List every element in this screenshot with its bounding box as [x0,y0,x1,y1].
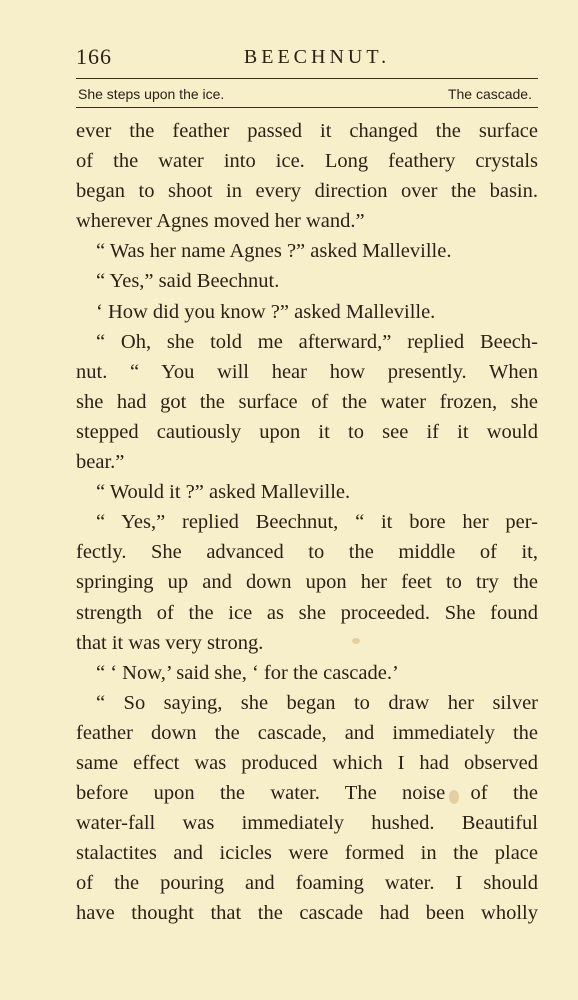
text-line: “ So saying, she began to draw her silver [96,691,538,714]
foxing-spot [449,790,459,804]
text-line: stalactites and icicles were formed in the place [76,842,538,865]
text-line: fectly. She advanced to the middle of it, [76,541,538,564]
text-line: “ Yes,” said Beechnut. [96,270,280,293]
text-line: have thought that the cascade had been wholly [76,902,538,925]
text-line: nut. “ You will hear how presently. When [76,360,538,383]
text-line: same effect was produced which I had observed [76,751,538,774]
text-line: “ Oh, she told me afterward,” replied Beech- [96,330,538,353]
foxing-spot [352,638,360,644]
text-line: “ Would it ?” asked Malleville. [96,481,351,504]
text-line: “ Yes,” replied Beechnut, “ it bore her per- [96,511,538,534]
text-line: strength of the ice as she proceeded. She found [76,601,538,624]
running-title: BEECHNUT. [243,46,391,68]
text-line: stepped cautiously upon it to see if it would [76,420,538,443]
page-number: 166 [76,44,112,69]
subhead-right: The cascade. [447,86,532,102]
text-line: ‘ How did you know ?” asked Malleville. [96,300,436,323]
text-line: of the water into ice. Long feathery crystals [76,150,538,173]
header-rule-bottom [76,107,538,108]
subhead-left: She steps upon the ice. [78,86,225,102]
text-line: of the pouring and foaming water. I should [76,872,538,895]
body-text [76,116,538,929]
text-line: she had got the surface of the water frozen, she [76,390,538,413]
text-line: before upon the water. The noise of the [76,782,538,805]
text-line: that it was very strong. [76,631,264,654]
text-line: bear.” [76,451,125,474]
text-line: began to shoot in every direction over the basin. [76,180,538,203]
text-line: “ ‘ Now,’ said she, ‘ for the cascade.’ [96,661,399,684]
header-rule-top [76,78,538,79]
text-line: feather down the cascade, and immediately the [76,721,538,744]
text-line: ever the feather passed it changed the surface [76,120,538,142]
text-line: water-fall was immediately hushed. Beautiful [76,812,538,835]
text-line: wherever Agnes moved her wand.” [76,210,365,233]
text-line: “ Was her name Agnes ?” asked Malleville. [96,240,452,263]
page-header [76,44,538,74]
text-line: springing up and down upon her feet to try the [76,571,538,594]
